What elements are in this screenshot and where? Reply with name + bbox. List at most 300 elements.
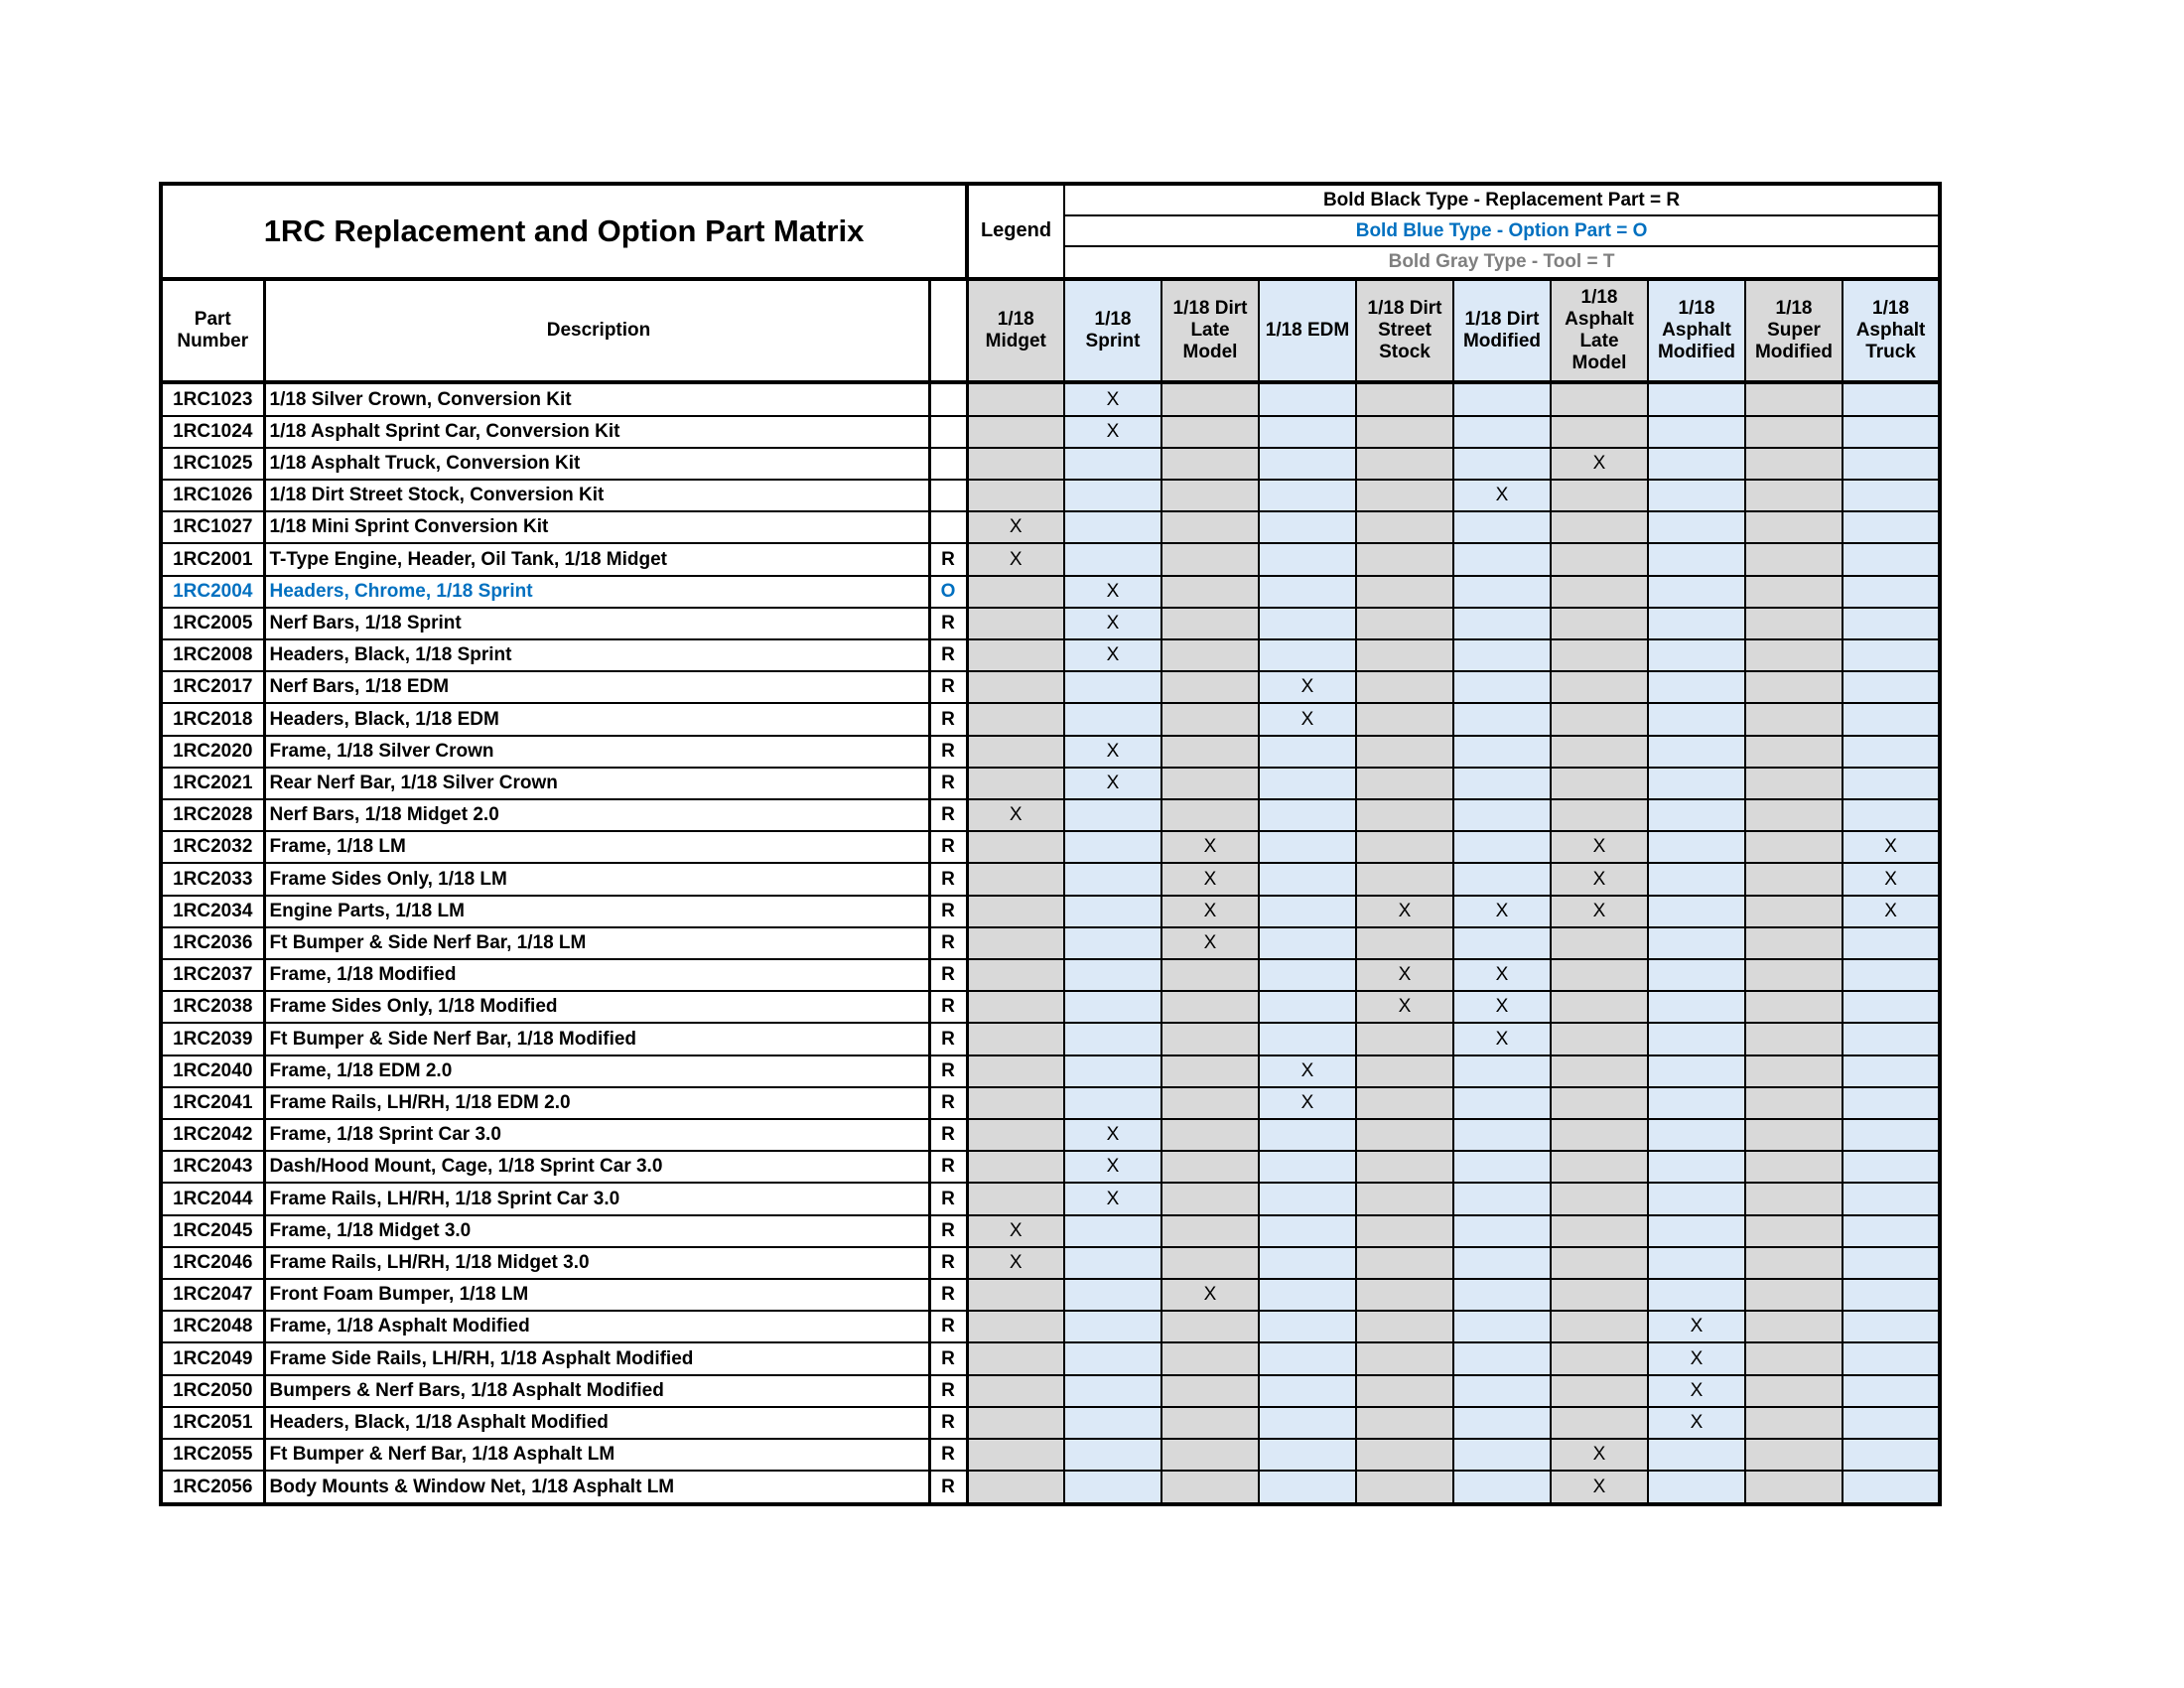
compatibility-mark-cell [967, 959, 1064, 991]
table-row [161, 480, 1940, 511]
compatibility-mark-cell [1453, 1311, 1551, 1342]
description-cell: Nerf Bars, 1/18 Sprint [264, 608, 929, 639]
compatibility-mark-cell [1259, 576, 1356, 608]
part-type-code-cell: R [929, 1023, 967, 1055]
compatibility-mark-cell [1843, 736, 1940, 768]
part-type-code-cell: R [929, 799, 967, 831]
compatibility-mark-cell [1551, 1247, 1648, 1279]
compatibility-mark-cell: X [1453, 991, 1551, 1023]
compatibility-mark-cell [1453, 1439, 1551, 1471]
part-number-cell: 1RC2034 [161, 896, 264, 927]
table-row [161, 703, 1940, 735]
compatibility-mark-cell [967, 863, 1064, 895]
compatibility-mark-cell [1453, 1151, 1551, 1183]
compatibility-mark-cell: X [1259, 1087, 1356, 1119]
compatibility-mark-cell: X [1843, 831, 1940, 863]
description-cell: 1/18 Asphalt Sprint Car, Conversion Kit [264, 416, 929, 448]
compatibility-mark-cell: X [1551, 831, 1648, 863]
compatibility-mark-cell [1745, 382, 1843, 415]
compatibility-mark-cell [1356, 863, 1453, 895]
compatibility-mark-cell [1259, 896, 1356, 927]
part-type-code-cell: R [929, 959, 967, 991]
compatibility-mark-cell [1551, 416, 1648, 448]
part-number-cell: 1RC2045 [161, 1215, 264, 1247]
compatibility-mark-cell [1259, 991, 1356, 1023]
compatibility-mark-cell [1843, 671, 1940, 703]
compatibility-mark-cell [1161, 1407, 1259, 1439]
compatibility-mark-cell [1259, 1023, 1356, 1055]
header-model: 1/18 Dirt Street Stock [1356, 279, 1453, 383]
table-row [161, 1439, 1940, 1471]
compatibility-mark-cell [1745, 1215, 1843, 1247]
legend-label: Legend [967, 184, 1064, 279]
compatibility-mark-cell [967, 1087, 1064, 1119]
compatibility-mark-cell [1259, 959, 1356, 991]
header-part-number: Part Number [161, 279, 264, 383]
header-code [929, 279, 967, 383]
header-model: 1/18 Dirt Modified [1453, 279, 1551, 383]
description-cell: Headers, Black, 1/18 Sprint [264, 639, 929, 671]
compatibility-mark-cell [1843, 382, 1940, 415]
compatibility-mark-cell [1648, 448, 1745, 480]
table-row [161, 511, 1940, 543]
part-number-cell: 1RC2046 [161, 1247, 264, 1279]
compatibility-mark-cell [1648, 1471, 1745, 1504]
part-type-code-cell: R [929, 863, 967, 895]
compatibility-mark-cell [1356, 1407, 1453, 1439]
compatibility-mark-cell [1356, 1471, 1453, 1504]
table-row [161, 959, 1940, 991]
compatibility-mark-cell [1551, 1151, 1648, 1183]
compatibility-mark-cell [967, 991, 1064, 1023]
part-number-cell: 1RC2050 [161, 1375, 264, 1407]
compatibility-mark-cell [1843, 608, 1940, 639]
compatibility-mark-cell [1745, 959, 1843, 991]
header-model: 1/18 Sprint [1064, 279, 1161, 383]
part-type-code-cell [929, 480, 967, 511]
compatibility-mark-cell [1453, 448, 1551, 480]
compatibility-mark-cell [1453, 416, 1551, 448]
compatibility-mark-cell [1161, 671, 1259, 703]
column-header-row [161, 279, 1940, 383]
compatibility-mark-cell [1551, 959, 1648, 991]
compatibility-mark-cell [1453, 543, 1551, 575]
compatibility-mark-cell [1453, 576, 1551, 608]
compatibility-mark-cell [1648, 639, 1745, 671]
compatibility-mark-cell [1259, 1407, 1356, 1439]
header-model: 1/18 EDM [1259, 279, 1356, 383]
part-type-code-cell: R [929, 671, 967, 703]
compatibility-mark-cell: X [1453, 480, 1551, 511]
description-cell: Frame, 1/18 Silver Crown [264, 736, 929, 768]
part-number-cell: 1RC2033 [161, 863, 264, 895]
compatibility-mark-cell [1453, 831, 1551, 863]
compatibility-mark-cell [1356, 1087, 1453, 1119]
compatibility-mark-cell: X [1356, 959, 1453, 991]
description-cell: Front Foam Bumper, 1/18 LM [264, 1279, 929, 1311]
compatibility-mark-cell [967, 736, 1064, 768]
compatibility-mark-cell [967, 927, 1064, 959]
compatibility-mark-cell [1843, 703, 1940, 735]
compatibility-mark-cell: X [1064, 736, 1161, 768]
compatibility-mark-cell [1551, 1311, 1648, 1342]
compatibility-mark-cell [1648, 768, 1745, 799]
compatibility-mark-cell [1356, 576, 1453, 608]
compatibility-mark-cell [1161, 576, 1259, 608]
table-row [161, 382, 1940, 415]
legend-replacement: Bold Black Type - Replacement Part = R [1064, 184, 1940, 215]
part-number-cell: 1RC2021 [161, 768, 264, 799]
part-type-code-cell: R [929, 1055, 967, 1087]
compatibility-mark-cell [1259, 1151, 1356, 1183]
compatibility-mark-cell [1648, 927, 1745, 959]
header-model: 1/18 Asphalt Truck [1843, 279, 1940, 383]
table-row [161, 991, 1940, 1023]
compatibility-mark-cell [1259, 1119, 1356, 1151]
compatibility-mark-cell [1259, 927, 1356, 959]
description-cell: Frame Rails, LH/RH, 1/18 Midget 3.0 [264, 1247, 929, 1279]
compatibility-mark-cell [1843, 543, 1940, 575]
compatibility-mark-cell [1745, 927, 1843, 959]
compatibility-mark-cell [1453, 1375, 1551, 1407]
compatibility-mark-cell [1745, 831, 1843, 863]
compatibility-mark-cell [1843, 768, 1940, 799]
compatibility-mark-cell [1551, 991, 1648, 1023]
compatibility-mark-cell [1648, 671, 1745, 703]
compatibility-mark-cell [1843, 1311, 1940, 1342]
compatibility-mark-cell [1356, 1215, 1453, 1247]
compatibility-mark-cell [1259, 863, 1356, 895]
part-number-cell: 1RC2047 [161, 1279, 264, 1311]
compatibility-mark-cell [1648, 1055, 1745, 1087]
compatibility-mark-cell [1161, 511, 1259, 543]
table-row [161, 1375, 1940, 1407]
compatibility-mark-cell [1259, 1311, 1356, 1342]
legend-option: Bold Blue Type - Option Part = O [1064, 215, 1940, 246]
compatibility-mark-cell [967, 831, 1064, 863]
compatibility-mark-cell [1551, 927, 1648, 959]
compatibility-mark-cell [1356, 768, 1453, 799]
compatibility-mark-cell [1161, 543, 1259, 575]
part-number-cell: 1RC2041 [161, 1087, 264, 1119]
compatibility-mark-cell [1648, 382, 1745, 415]
compatibility-mark-cell: X [1064, 768, 1161, 799]
compatibility-mark-cell [1453, 863, 1551, 895]
description-cell: Frame, 1/18 LM [264, 831, 929, 863]
compatibility-mark-cell [1161, 1023, 1259, 1055]
compatibility-mark-cell [1064, 863, 1161, 895]
compatibility-mark-cell [1259, 416, 1356, 448]
compatibility-mark-cell [1843, 1119, 1940, 1151]
description-cell: Frame Sides Only, 1/18 Modified [264, 991, 929, 1023]
compatibility-mark-cell [1064, 991, 1161, 1023]
compatibility-mark-cell [967, 1023, 1064, 1055]
compatibility-mark-cell [1356, 671, 1453, 703]
compatibility-mark-cell [1064, 1247, 1161, 1279]
compatibility-mark-cell [1843, 416, 1940, 448]
part-type-code-cell: R [929, 736, 967, 768]
compatibility-mark-cell [1843, 927, 1940, 959]
table-row [161, 1183, 1940, 1214]
compatibility-mark-cell [1551, 382, 1648, 415]
compatibility-mark-cell: X [967, 1215, 1064, 1247]
compatibility-mark-cell [1453, 736, 1551, 768]
part-type-code-cell: R [929, 1183, 967, 1214]
table-row [161, 1471, 1940, 1504]
description-cell: 1/18 Silver Crown, Conversion Kit [264, 382, 929, 415]
compatibility-mark-cell [967, 1375, 1064, 1407]
part-number-cell: 1RC2005 [161, 608, 264, 639]
compatibility-mark-cell [967, 608, 1064, 639]
compatibility-mark-cell [1745, 1407, 1843, 1439]
part-number-cell: 1RC2043 [161, 1151, 264, 1183]
compatibility-mark-cell [1453, 703, 1551, 735]
compatibility-mark-cell [1843, 1023, 1940, 1055]
compatibility-mark-cell [967, 576, 1064, 608]
compatibility-mark-cell [1453, 1247, 1551, 1279]
compatibility-mark-cell [1453, 1342, 1551, 1374]
table-row [161, 1215, 1940, 1247]
compatibility-mark-cell [1648, 1439, 1745, 1471]
compatibility-mark-cell [1161, 1151, 1259, 1183]
compatibility-mark-cell: X [1551, 863, 1648, 895]
compatibility-mark-cell [1453, 1183, 1551, 1214]
compatibility-mark-cell [1843, 1055, 1940, 1087]
compatibility-mark-cell [1356, 1151, 1453, 1183]
compatibility-mark-cell [1745, 736, 1843, 768]
part-type-code-cell: R [929, 1439, 967, 1471]
compatibility-mark-cell [1745, 1183, 1843, 1214]
compatibility-mark-cell [1161, 639, 1259, 671]
part-type-code-cell [929, 382, 967, 415]
table-row [161, 896, 1940, 927]
compatibility-mark-cell [1259, 543, 1356, 575]
compatibility-mark-cell: X [967, 511, 1064, 543]
compatibility-mark-cell [1259, 1247, 1356, 1279]
compatibility-mark-cell [1259, 799, 1356, 831]
part-type-code-cell: R [929, 1407, 967, 1439]
compatibility-mark-cell: X [967, 799, 1064, 831]
part-number-cell: 1RC2038 [161, 991, 264, 1023]
compatibility-mark-cell [1843, 448, 1940, 480]
part-number-cell: 1RC2018 [161, 703, 264, 735]
compatibility-mark-cell [1064, 480, 1161, 511]
compatibility-mark-cell [1745, 799, 1843, 831]
compatibility-mark-cell [1453, 1215, 1551, 1247]
compatibility-mark-cell: X [967, 543, 1064, 575]
part-type-code-cell: R [929, 927, 967, 959]
description-cell: Dash/Hood Mount, Cage, 1/18 Sprint Car 3.0 [264, 1151, 929, 1183]
compatibility-mark-cell: X [1648, 1311, 1745, 1342]
description-cell: Headers, Black, 1/18 Asphalt Modified [264, 1407, 929, 1439]
part-type-code-cell: R [929, 768, 967, 799]
compatibility-mark-cell [1259, 1375, 1356, 1407]
part-type-code-cell: R [929, 1279, 967, 1311]
description-cell: Frame, 1/18 EDM 2.0 [264, 1055, 929, 1087]
compatibility-mark-cell [1356, 1247, 1453, 1279]
compatibility-mark-cell [1356, 1311, 1453, 1342]
compatibility-mark-cell: X [1064, 1183, 1161, 1214]
compatibility-mark-cell [1745, 863, 1843, 895]
compatibility-mark-cell [1843, 991, 1940, 1023]
compatibility-mark-cell [1356, 448, 1453, 480]
compatibility-mark-cell [1843, 1375, 1940, 1407]
compatibility-mark-cell [1648, 896, 1745, 927]
part-matrix-table [159, 182, 1942, 1506]
table-row [161, 1087, 1940, 1119]
compatibility-mark-cell [1453, 1087, 1551, 1119]
compatibility-mark-cell [1161, 736, 1259, 768]
compatibility-mark-cell [1843, 511, 1940, 543]
compatibility-mark-cell [1064, 1055, 1161, 1087]
compatibility-mark-cell [1356, 511, 1453, 543]
compatibility-mark-cell [1648, 799, 1745, 831]
part-number-cell: 1RC2036 [161, 927, 264, 959]
description-cell: 1/18 Dirt Street Stock, Conversion Kit [264, 480, 929, 511]
compatibility-mark-cell: X [1551, 448, 1648, 480]
compatibility-mark-cell: X [1161, 927, 1259, 959]
compatibility-mark-cell [967, 1407, 1064, 1439]
description-cell: Frame, 1/18 Asphalt Modified [264, 1311, 929, 1342]
compatibility-mark-cell: X [1551, 1439, 1648, 1471]
compatibility-mark-cell [1551, 1055, 1648, 1087]
compatibility-mark-cell [1161, 1247, 1259, 1279]
compatibility-mark-cell [1064, 1023, 1161, 1055]
part-type-code-cell: R [929, 608, 967, 639]
compatibility-mark-cell [1551, 1215, 1648, 1247]
compatibility-mark-cell [1843, 1087, 1940, 1119]
compatibility-mark-cell: X [1648, 1407, 1745, 1439]
part-number-cell: 1RC2028 [161, 799, 264, 831]
compatibility-mark-cell [1648, 1215, 1745, 1247]
compatibility-mark-cell [1161, 1119, 1259, 1151]
compatibility-mark-cell [1745, 768, 1843, 799]
compatibility-mark-cell [1648, 480, 1745, 511]
table-row [161, 543, 1940, 575]
compatibility-mark-cell [1356, 1055, 1453, 1087]
compatibility-mark-cell: X [1161, 896, 1259, 927]
compatibility-mark-cell [1161, 1183, 1259, 1214]
compatibility-mark-cell [967, 671, 1064, 703]
part-type-code-cell: R [929, 1215, 967, 1247]
compatibility-mark-cell [1356, 799, 1453, 831]
compatibility-mark-cell [1453, 768, 1551, 799]
compatibility-mark-cell [1064, 799, 1161, 831]
compatibility-mark-cell [1064, 927, 1161, 959]
compatibility-mark-cell [1161, 799, 1259, 831]
compatibility-mark-cell [1551, 1023, 1648, 1055]
compatibility-mark-cell [967, 480, 1064, 511]
table-row [161, 831, 1940, 863]
compatibility-mark-cell [1064, 831, 1161, 863]
compatibility-mark-cell [1161, 991, 1259, 1023]
compatibility-mark-cell [1551, 1407, 1648, 1439]
compatibility-mark-cell [1843, 1407, 1940, 1439]
compatibility-mark-cell [1356, 639, 1453, 671]
compatibility-mark-cell [1064, 959, 1161, 991]
part-type-code-cell: R [929, 1471, 967, 1504]
compatibility-mark-cell [1356, 416, 1453, 448]
description-cell: Ft Bumper & Side Nerf Bar, 1/18 LM [264, 927, 929, 959]
compatibility-mark-cell [1259, 608, 1356, 639]
part-type-code-cell: R [929, 543, 967, 575]
compatibility-mark-cell [1551, 1087, 1648, 1119]
part-number-cell: 1RC1023 [161, 382, 264, 415]
part-number-cell: 1RC2017 [161, 671, 264, 703]
compatibility-mark-cell [1161, 768, 1259, 799]
compatibility-mark-cell [967, 1151, 1064, 1183]
description-cell: Body Mounts & Window Net, 1/18 Asphalt LM [264, 1471, 929, 1504]
compatibility-mark-cell [1453, 671, 1551, 703]
compatibility-mark-cell [1259, 736, 1356, 768]
part-number-cell: 1RC2001 [161, 543, 264, 575]
part-type-code-cell: R [929, 1247, 967, 1279]
compatibility-mark-cell [1648, 1247, 1745, 1279]
compatibility-mark-cell [1745, 1279, 1843, 1311]
compatibility-mark-cell [1259, 1183, 1356, 1214]
compatibility-mark-cell [1064, 1087, 1161, 1119]
compatibility-mark-cell [1356, 736, 1453, 768]
compatibility-mark-cell [1745, 416, 1843, 448]
compatibility-mark-cell [1356, 1119, 1453, 1151]
compatibility-mark-cell [1648, 511, 1745, 543]
compatibility-mark-cell [967, 448, 1064, 480]
table-row [161, 799, 1940, 831]
description-cell: Engine Parts, 1/18 LM [264, 896, 929, 927]
compatibility-mark-cell [1843, 959, 1940, 991]
part-number-cell: 1RC2040 [161, 1055, 264, 1087]
compatibility-mark-cell: X [1064, 416, 1161, 448]
compatibility-mark-cell [1843, 799, 1940, 831]
table-row [161, 1407, 1940, 1439]
header-description: Description [264, 279, 929, 383]
table-row [161, 1342, 1940, 1374]
compatibility-mark-cell [967, 1183, 1064, 1214]
compatibility-mark-cell [1843, 1247, 1940, 1279]
compatibility-mark-cell [1648, 543, 1745, 575]
part-number-cell: 1RC1025 [161, 448, 264, 480]
compatibility-mark-cell [1453, 639, 1551, 671]
part-type-code-cell: R [929, 703, 967, 735]
compatibility-mark-cell: X [1259, 703, 1356, 735]
compatibility-mark-cell [1259, 831, 1356, 863]
compatibility-mark-cell [1551, 543, 1648, 575]
compatibility-mark-cell [1259, 1471, 1356, 1504]
table-row [161, 416, 1940, 448]
part-type-code-cell: R [929, 1087, 967, 1119]
compatibility-mark-cell [1161, 1055, 1259, 1087]
compatibility-mark-cell [1745, 1471, 1843, 1504]
part-number-cell: 1RC2037 [161, 959, 264, 991]
compatibility-mark-cell [1161, 480, 1259, 511]
part-type-code-cell [929, 448, 967, 480]
compatibility-mark-cell [1259, 1439, 1356, 1471]
compatibility-mark-cell [967, 703, 1064, 735]
compatibility-mark-cell: X [1356, 991, 1453, 1023]
compatibility-mark-cell [967, 1471, 1064, 1504]
compatibility-mark-cell [1064, 511, 1161, 543]
table-row [161, 576, 1940, 608]
compatibility-mark-cell [1843, 1471, 1940, 1504]
compatibility-mark-cell [1745, 1342, 1843, 1374]
compatibility-mark-cell: X [1161, 831, 1259, 863]
compatibility-mark-cell [1161, 959, 1259, 991]
compatibility-mark-cell: X [1551, 1471, 1648, 1504]
compatibility-mark-cell [1161, 1342, 1259, 1374]
compatibility-mark-cell [1064, 1342, 1161, 1374]
compatibility-mark-cell [1551, 703, 1648, 735]
compatibility-mark-cell [1356, 703, 1453, 735]
